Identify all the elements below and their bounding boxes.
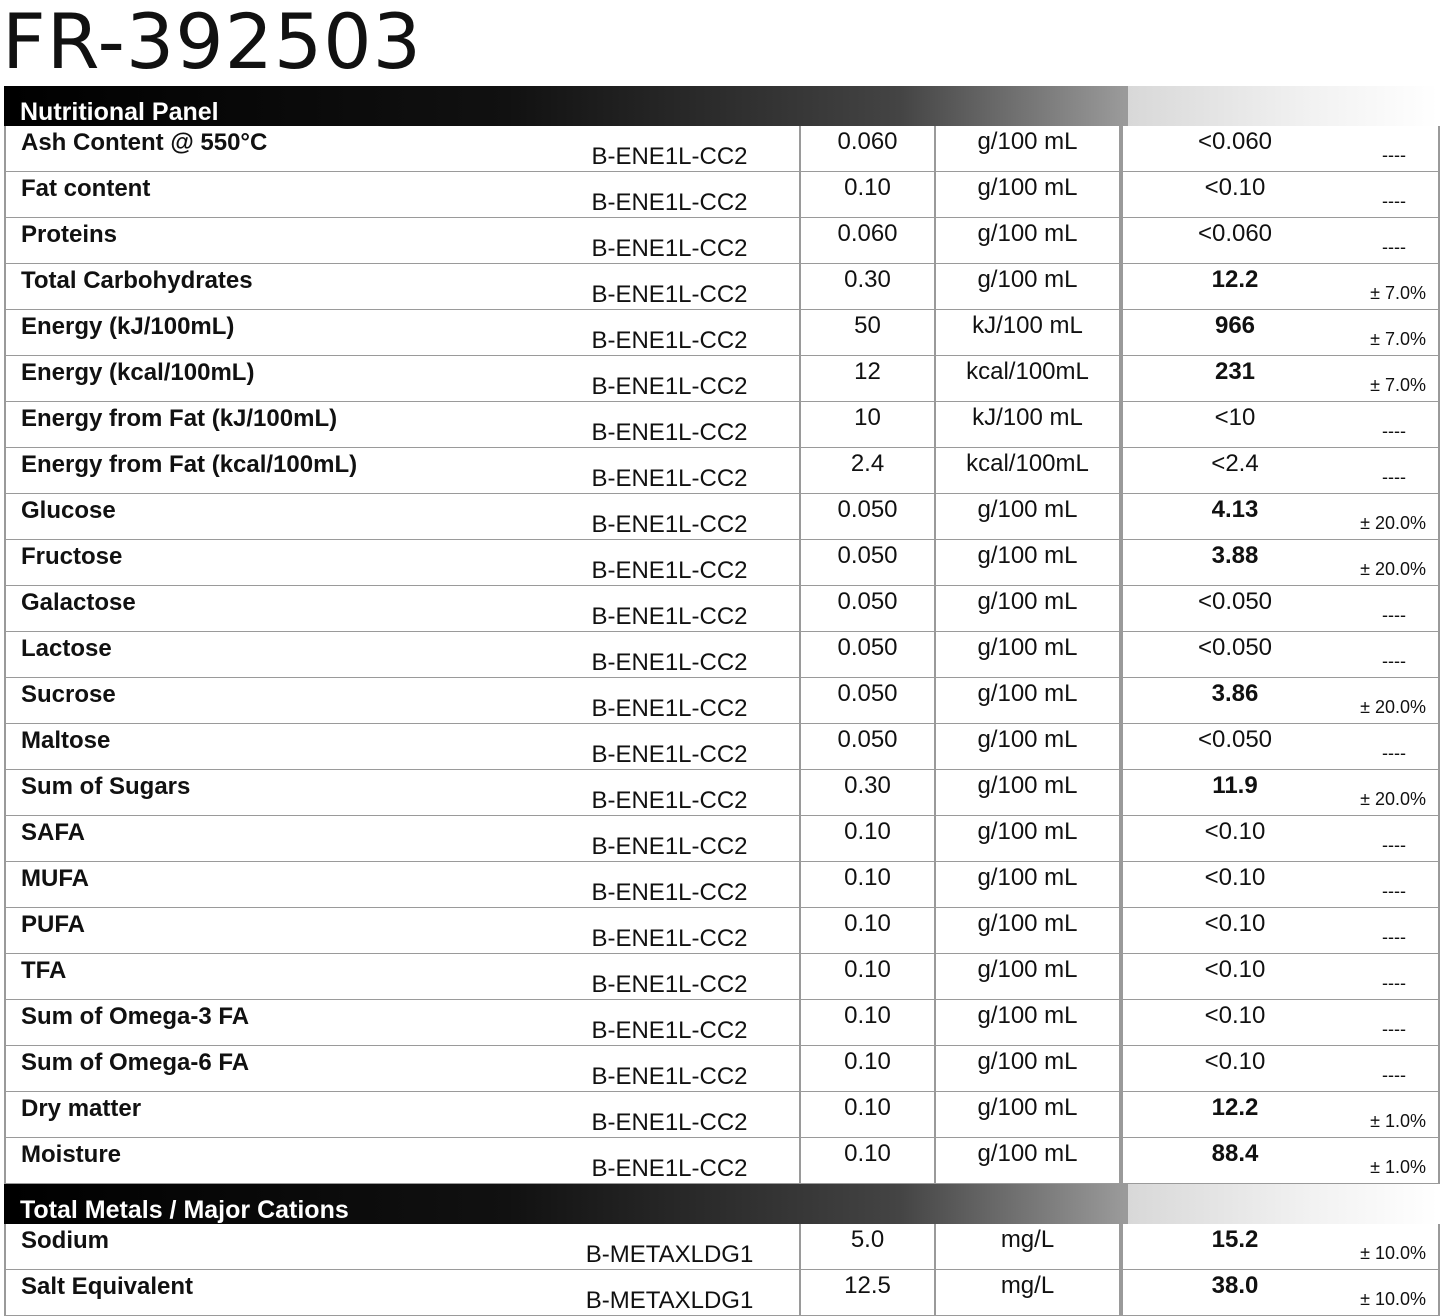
table-row bbox=[5, 402, 1439, 448]
analyte-name: Moisture bbox=[5, 1138, 540, 1184]
method-code: B-ENE1L-CC2 bbox=[540, 816, 800, 862]
method-code: B-ENE1L-CC2 bbox=[540, 770, 800, 816]
result-value: 12.2 bbox=[1121, 264, 1347, 310]
result-value: 231 bbox=[1121, 356, 1347, 402]
method-code: B-ENE1L-CC2 bbox=[540, 954, 800, 1000]
table-row bbox=[5, 1224, 1439, 1270]
table-row bbox=[5, 678, 1439, 724]
uncertainty: ---- bbox=[1347, 1046, 1439, 1092]
method-code: B-ENE1L-CC2 bbox=[540, 862, 800, 908]
unit: kcal/100mL bbox=[935, 448, 1121, 494]
uncertainty: ± 7.0% bbox=[1347, 356, 1439, 402]
section-header-shade bbox=[1128, 1184, 1438, 1224]
method-code: B-ENE1L-CC2 bbox=[540, 218, 800, 264]
results-table bbox=[4, 126, 1440, 1184]
unit: g/100 mL bbox=[935, 632, 1121, 678]
analyte-name: Total Carbohydrates bbox=[5, 264, 540, 310]
loq-value: 12 bbox=[800, 356, 935, 402]
unit: g/100 mL bbox=[935, 494, 1121, 540]
analyte-name: Fat content bbox=[5, 172, 540, 218]
loq-value: 0.060 bbox=[800, 218, 935, 264]
method-code: B-ENE1L-CC2 bbox=[540, 1138, 800, 1184]
section-header bbox=[4, 86, 1438, 126]
unit: g/100 mL bbox=[935, 126, 1121, 172]
analyte-name: Salt Equivalent bbox=[5, 1270, 540, 1316]
uncertainty: ---- bbox=[1347, 1000, 1439, 1046]
result-value: <0.10 bbox=[1121, 954, 1347, 1000]
analyte-name: TFA bbox=[5, 954, 540, 1000]
section-header-shade bbox=[1128, 86, 1438, 126]
method-code: B-ENE1L-CC2 bbox=[540, 1000, 800, 1046]
method-code: B-ENE1L-CC2 bbox=[540, 126, 800, 172]
unit: g/100 mL bbox=[935, 540, 1121, 586]
result-value: <0.060 bbox=[1121, 218, 1347, 264]
result-value: <0.050 bbox=[1121, 632, 1347, 678]
uncertainty: ---- bbox=[1347, 126, 1439, 172]
analyte-name: Sodium bbox=[5, 1224, 540, 1270]
uncertainty: ± 20.0% bbox=[1347, 678, 1439, 724]
table-row bbox=[5, 356, 1439, 402]
analyte-name: MUFA bbox=[5, 862, 540, 908]
method-code: B-ENE1L-CC2 bbox=[540, 356, 800, 402]
method-code: B-ENE1L-CC2 bbox=[540, 908, 800, 954]
method-code: B-ENE1L-CC2 bbox=[540, 494, 800, 540]
analyte-name: Glucose bbox=[5, 494, 540, 540]
loq-value: 0.060 bbox=[800, 126, 935, 172]
method-code: B-ENE1L-CC2 bbox=[540, 264, 800, 310]
result-value: <10 bbox=[1121, 402, 1347, 448]
uncertainty: ± 20.0% bbox=[1347, 494, 1439, 540]
loq-value: 0.10 bbox=[800, 1138, 935, 1184]
loq-value: 0.050 bbox=[800, 632, 935, 678]
result-value: <0.10 bbox=[1121, 172, 1347, 218]
result-value: <0.10 bbox=[1121, 1000, 1347, 1046]
unit: g/100 mL bbox=[935, 1046, 1121, 1092]
uncertainty: ± 20.0% bbox=[1347, 770, 1439, 816]
table-row bbox=[5, 908, 1439, 954]
analyte-name: Proteins bbox=[5, 218, 540, 264]
loq-value: 0.10 bbox=[800, 816, 935, 862]
result-value: 38.0 bbox=[1121, 1270, 1347, 1316]
unit: g/100 mL bbox=[935, 678, 1121, 724]
uncertainty: ± 10.0% bbox=[1347, 1270, 1439, 1316]
uncertainty: ± 10.0% bbox=[1347, 1224, 1439, 1270]
uncertainty: ± 20.0% bbox=[1347, 540, 1439, 586]
uncertainty: ---- bbox=[1347, 632, 1439, 678]
unit: g/100 mL bbox=[935, 264, 1121, 310]
result-value: 3.88 bbox=[1121, 540, 1347, 586]
loq-value: 0.30 bbox=[800, 264, 935, 310]
loq-value: 0.050 bbox=[800, 540, 935, 586]
method-code: B-ENE1L-CC2 bbox=[540, 448, 800, 494]
loq-value: 0.10 bbox=[800, 908, 935, 954]
uncertainty: ---- bbox=[1347, 908, 1439, 954]
result-value: <0.050 bbox=[1121, 724, 1347, 770]
method-code: B-ENE1L-CC2 bbox=[540, 678, 800, 724]
uncertainty: ---- bbox=[1347, 448, 1439, 494]
table-row bbox=[5, 770, 1439, 816]
loq-value: 12.5 bbox=[800, 1270, 935, 1316]
result-value: <0.050 bbox=[1121, 586, 1347, 632]
loq-value: 0.10 bbox=[800, 1000, 935, 1046]
method-code: B-ENE1L-CC2 bbox=[540, 586, 800, 632]
result-value: <0.10 bbox=[1121, 862, 1347, 908]
loq-value: 10 bbox=[800, 402, 935, 448]
uncertainty: ---- bbox=[1347, 218, 1439, 264]
uncertainty: ---- bbox=[1347, 586, 1439, 632]
method-code: B-ENE1L-CC2 bbox=[540, 540, 800, 586]
table-row bbox=[5, 126, 1439, 172]
analyte-name: Sum of Omega-3 FA bbox=[5, 1000, 540, 1046]
table-row bbox=[5, 862, 1439, 908]
analyte-name: Maltose bbox=[5, 724, 540, 770]
loq-value: 50 bbox=[800, 310, 935, 356]
method-code: B-ENE1L-CC2 bbox=[540, 1046, 800, 1092]
loq-value: 0.050 bbox=[800, 724, 935, 770]
unit: mg/L bbox=[935, 1270, 1121, 1316]
loq-value: 0.10 bbox=[800, 954, 935, 1000]
result-value: 966 bbox=[1121, 310, 1347, 356]
loq-value: 0.050 bbox=[800, 678, 935, 724]
loq-value: 2.4 bbox=[800, 448, 935, 494]
table-row bbox=[5, 1270, 1439, 1316]
loq-value: 0.10 bbox=[800, 1046, 935, 1092]
table-row bbox=[5, 540, 1439, 586]
result-value: 15.2 bbox=[1121, 1224, 1347, 1270]
method-code: B-ENE1L-CC2 bbox=[540, 172, 800, 218]
uncertainty: ± 7.0% bbox=[1347, 310, 1439, 356]
analyte-name: Lactose bbox=[5, 632, 540, 678]
uncertainty: ---- bbox=[1347, 172, 1439, 218]
unit: kJ/100 mL bbox=[935, 402, 1121, 448]
analyte-name: SAFA bbox=[5, 816, 540, 862]
table-row bbox=[5, 724, 1439, 770]
table-row bbox=[5, 954, 1439, 1000]
loq-value: 0.30 bbox=[800, 770, 935, 816]
unit: g/100 mL bbox=[935, 1092, 1121, 1138]
uncertainty: ---- bbox=[1347, 816, 1439, 862]
loq-value: 0.10 bbox=[800, 1092, 935, 1138]
analyte-name: Sum of Omega-6 FA bbox=[5, 1046, 540, 1092]
table-row bbox=[5, 816, 1439, 862]
unit: g/100 mL bbox=[935, 770, 1121, 816]
uncertainty: ---- bbox=[1347, 402, 1439, 448]
analyte-name: Galactose bbox=[5, 586, 540, 632]
table-row bbox=[5, 1046, 1439, 1092]
report-id: FR-392503 bbox=[2, 0, 422, 86]
loq-value: 0.10 bbox=[800, 862, 935, 908]
result-value: <0.10 bbox=[1121, 1046, 1347, 1092]
section-header bbox=[4, 1184, 1438, 1224]
method-code: B-ENE1L-CC2 bbox=[540, 310, 800, 356]
uncertainty: ± 1.0% bbox=[1347, 1092, 1439, 1138]
unit: mg/L bbox=[935, 1224, 1121, 1270]
uncertainty: ---- bbox=[1347, 862, 1439, 908]
analyte-name: Sum of Sugars bbox=[5, 770, 540, 816]
unit: g/100 mL bbox=[935, 1138, 1121, 1184]
result-value: 88.4 bbox=[1121, 1138, 1347, 1184]
table-row bbox=[5, 1138, 1439, 1184]
analyte-name: Sucrose bbox=[5, 678, 540, 724]
result-value: 4.13 bbox=[1121, 494, 1347, 540]
method-code: B-METAXLDG1 bbox=[540, 1224, 800, 1270]
loq-value: 0.10 bbox=[800, 172, 935, 218]
table-row bbox=[5, 218, 1439, 264]
unit: kJ/100 mL bbox=[935, 310, 1121, 356]
method-code: B-ENE1L-CC2 bbox=[540, 402, 800, 448]
result-value: <0.10 bbox=[1121, 908, 1347, 954]
table-row bbox=[5, 1092, 1439, 1138]
uncertainty: ---- bbox=[1347, 954, 1439, 1000]
unit: g/100 mL bbox=[935, 862, 1121, 908]
uncertainty: ± 1.0% bbox=[1347, 1138, 1439, 1184]
uncertainty: ± 7.0% bbox=[1347, 264, 1439, 310]
result-value: <0.060 bbox=[1121, 126, 1347, 172]
unit: g/100 mL bbox=[935, 954, 1121, 1000]
table-row bbox=[5, 310, 1439, 356]
analyte-name: Energy (kcal/100mL) bbox=[5, 356, 540, 402]
results-table bbox=[4, 1224, 1440, 1316]
table-row bbox=[5, 1000, 1439, 1046]
method-code: B-ENE1L-CC2 bbox=[540, 632, 800, 678]
unit: g/100 mL bbox=[935, 172, 1121, 218]
results-sheet bbox=[4, 86, 1438, 1316]
loq-value: 0.050 bbox=[800, 586, 935, 632]
analyte-name: Energy from Fat (kJ/100mL) bbox=[5, 402, 540, 448]
unit: g/100 mL bbox=[935, 586, 1121, 632]
analyte-name: Energy from Fat (kcal/100mL) bbox=[5, 448, 540, 494]
table-row bbox=[5, 264, 1439, 310]
section-title: Nutritional Panel bbox=[20, 98, 219, 126]
analyte-name: Dry matter bbox=[5, 1092, 540, 1138]
unit: g/100 mL bbox=[935, 1000, 1121, 1046]
analyte-name: Ash Content @ 550°C bbox=[5, 126, 540, 172]
table-row bbox=[5, 172, 1439, 218]
result-value: 12.2 bbox=[1121, 1092, 1347, 1138]
result-value: <0.10 bbox=[1121, 816, 1347, 862]
method-code: B-METAXLDG1 bbox=[540, 1270, 800, 1316]
section-title: Total Metals / Major Cations bbox=[20, 1196, 349, 1224]
table-row bbox=[5, 448, 1439, 494]
result-value: 3.86 bbox=[1121, 678, 1347, 724]
result-value: 11.9 bbox=[1121, 770, 1347, 816]
loq-value: 0.050 bbox=[800, 494, 935, 540]
loq-value: 5.0 bbox=[800, 1224, 935, 1270]
unit: g/100 mL bbox=[935, 218, 1121, 264]
method-code: B-ENE1L-CC2 bbox=[540, 1092, 800, 1138]
unit: kcal/100mL bbox=[935, 356, 1121, 402]
method-code: B-ENE1L-CC2 bbox=[540, 724, 800, 770]
analyte-name: PUFA bbox=[5, 908, 540, 954]
table-row bbox=[5, 494, 1439, 540]
table-row bbox=[5, 586, 1439, 632]
unit: g/100 mL bbox=[935, 816, 1121, 862]
analyte-name: Energy (kJ/100mL) bbox=[5, 310, 540, 356]
analyte-name: Fructose bbox=[5, 540, 540, 586]
uncertainty: ---- bbox=[1347, 724, 1439, 770]
unit: g/100 mL bbox=[935, 724, 1121, 770]
table-row bbox=[5, 632, 1439, 678]
result-value: <2.4 bbox=[1121, 448, 1347, 494]
unit: g/100 mL bbox=[935, 908, 1121, 954]
